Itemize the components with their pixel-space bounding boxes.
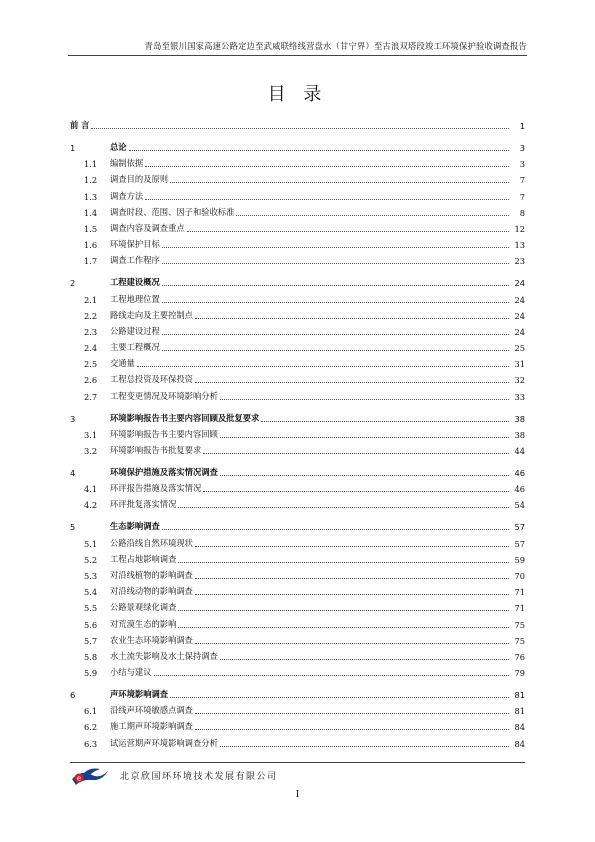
toc-entry-label: 小结与建议 (110, 667, 152, 678)
dot-leader (178, 627, 509, 628)
toc-entry-page: 59 (514, 554, 525, 565)
toc-section-row[interactable] (70, 234, 525, 250)
dot-leader (154, 675, 510, 676)
toc-entry-number: 3.2 (84, 446, 98, 456)
dot-leader (195, 382, 509, 383)
toc-section-row[interactable] (70, 440, 525, 456)
dot-leader (162, 350, 509, 351)
toc-entry-label: 声环境影响调查 (110, 689, 169, 700)
dot-leader (203, 453, 509, 454)
toc-entry-label: 农业生态环境影响调查 (110, 634, 193, 645)
dot-leader (178, 562, 509, 563)
toc-section-row[interactable] (70, 716, 525, 732)
toc-entry-page: 24 (514, 326, 525, 337)
toc-entry-label: 工程建设概况 (110, 277, 160, 288)
toc-section-row[interactable] (70, 630, 525, 646)
toc-entry-number: 1.4 (84, 207, 98, 218)
toc-entry-number: 2.5 (84, 359, 98, 370)
toc-section-row[interactable] (70, 732, 525, 748)
toc-entry-number: 2.4 (84, 343, 98, 354)
dot-leader (129, 150, 509, 151)
toc-entry-label: 主要工程概况 (110, 342, 160, 353)
toc-entry-label: 对沿线动物的影响调查 (110, 586, 193, 597)
toc-entry-label: 环评报告措施及落实情况 (110, 483, 202, 494)
toc-entry-label: 调查工作程序 (110, 255, 160, 266)
dot-leader (162, 334, 509, 335)
toc-section-row[interactable] (70, 288, 525, 304)
toc-entry-page: 23 (514, 256, 525, 267)
toc-section-row[interactable] (70, 202, 525, 218)
toc-entry-page: 8 (519, 207, 525, 218)
toc-section-row[interactable] (70, 337, 525, 353)
toc-entry-number: 5.8 (84, 651, 98, 662)
toc-entry-number: 5.6 (84, 619, 98, 630)
header-rule (68, 55, 527, 56)
toc-entry-label: 调查目的及原则 (110, 174, 169, 185)
toc-entry-number: 6.1 (84, 706, 98, 717)
toc-section-row[interactable] (70, 385, 525, 401)
page-number: I (295, 790, 300, 800)
dot-leader (178, 610, 509, 611)
toc-entry-label: 环境影响报告书批复要求 (110, 445, 202, 455)
toc-entry-label: 总论 (110, 142, 127, 152)
toc-entry-label: 沿线声环境敏感点调查 (110, 705, 193, 716)
toc-entry-number: 6 (70, 690, 76, 701)
toc-section-row[interactable] (70, 597, 525, 613)
toc-entry-label: 环境影响报告书主要内容回顾及批复要求 (110, 412, 260, 423)
toc-entry-number: 6.3 (84, 738, 98, 749)
dot-leader (203, 491, 509, 492)
toc-entry-number: 1.1 (84, 159, 98, 170)
toc-section-row[interactable] (70, 581, 525, 597)
dot-leader (137, 366, 509, 367)
toc-entry-number: 2.7 (84, 391, 98, 402)
toc-entry-page: 76 (514, 651, 525, 662)
toc-section-row[interactable] (70, 321, 525, 337)
toc-entry-page: 46 (514, 484, 525, 495)
toc-entry-number: 2.6 (84, 375, 98, 386)
toc-entry-page: 71 (514, 587, 525, 598)
toc-entry-page: 24 (514, 310, 525, 321)
toc-entry-label: 环境保护目标 (110, 239, 160, 250)
dot-leader (162, 263, 509, 264)
dot-leader (91, 128, 509, 129)
toc-entry-number: 4 (70, 468, 76, 478)
toc-section-row[interactable] (70, 185, 525, 201)
toc-entry-number: 3.1 (84, 429, 98, 440)
dot-leader (220, 746, 509, 747)
toc-entry-number: 1.5 (84, 223, 98, 234)
toc-entry-page: 57 (514, 522, 525, 533)
toc-entry-page: 71 (514, 603, 525, 614)
dot-leader (195, 729, 509, 730)
toc-title: 目 录 (267, 84, 328, 105)
toc-entry-label: 工程地理位置 (110, 293, 160, 304)
company-name: 北京欣国环环境技术发展有限公司 (120, 772, 278, 782)
toc-entry-label: 前 言 (70, 120, 90, 130)
toc-section-row[interactable] (70, 646, 525, 662)
toc-section-row[interactable] (70, 424, 525, 440)
toc-entry-label: 工程变更情况及环境影响分析 (110, 390, 218, 401)
toc-entry-label: 工程占地影响调查 (110, 553, 177, 564)
toc-section-row[interactable] (70, 549, 525, 565)
toc-entry-page: 44 (514, 446, 525, 456)
toc-entry-number: 2.3 (84, 326, 98, 337)
toc-section-row[interactable] (70, 532, 525, 548)
toc-entry-page: 84 (514, 722, 525, 733)
toc-entry-page: 7 (519, 191, 525, 202)
toc-entry-number: 1.7 (84, 256, 98, 267)
toc-entry-label: 交通量 (110, 358, 135, 369)
toc-entry-page: 84 (514, 738, 525, 749)
toc-section-row[interactable] (70, 613, 525, 629)
toc-chapter-row[interactable] (70, 402, 525, 424)
running-header (68, 40, 527, 54)
toc-entry-label: 调查方法 (110, 190, 144, 201)
toc-entry-label: 路线走向及主要控制点 (110, 309, 193, 320)
toc-entry-label: 调查时段、范围、因子和验收标准 (110, 206, 235, 217)
dot-leader (220, 659, 509, 660)
toc-chapter-row[interactable] (70, 131, 525, 153)
toc-entry-label: 公路建设过程 (110, 325, 160, 336)
toc-entry-page: 32 (514, 375, 525, 386)
footer (70, 763, 525, 787)
toc-entry-page: 54 (514, 500, 525, 511)
toc-entry-page: 75 (514, 635, 525, 646)
toc-section-row[interactable] (70, 250, 525, 266)
toc-entry-number: 5.4 (84, 587, 98, 598)
dot-leader (220, 437, 509, 438)
toc-entry-number: 3 (70, 413, 76, 424)
dot-leader (195, 578, 509, 579)
toc-entry-number: 5.1 (84, 538, 98, 549)
toc-entry-label: 公路景观绿化调查 (110, 602, 177, 613)
dot-leader (195, 713, 509, 714)
dot-leader (170, 697, 509, 698)
dot-leader (145, 199, 509, 200)
toc-entry-label: 试运营期声环境影响调查分析 (110, 737, 218, 748)
toc-entry-number: 2 (70, 278, 76, 289)
toc-entry-label: 工程总投资及环保投资 (110, 374, 193, 385)
toc-chapter-row[interactable] (70, 266, 525, 288)
toc-entry-label: 生态影响调查 (110, 521, 160, 532)
toc-entry-number: 5.9 (84, 668, 98, 679)
dot-leader (195, 318, 509, 319)
toc-section-row[interactable] (70, 565, 525, 581)
toc-entry-page: 81 (514, 690, 525, 701)
toc-entry-label: 对沿线植物的影响调查 (110, 569, 193, 580)
toc-section-row[interactable] (70, 169, 525, 185)
toc-entry-label: 公路沿线自然环境现状 (110, 537, 193, 548)
toc-entry-label: 施工期声环境影响调查 (110, 721, 193, 732)
toc-chapter-row[interactable] (70, 510, 525, 532)
dot-leader (187, 231, 509, 232)
dot-leader (195, 594, 509, 595)
toc-entry-page: 7 (519, 175, 525, 186)
dot-leader (220, 399, 509, 400)
toc-section-row[interactable] (70, 662, 525, 678)
svg-text:e: e (76, 774, 82, 783)
dot-leader (195, 643, 509, 644)
toc-entry-page: 79 (514, 668, 525, 679)
toc-section-row[interactable] (70, 153, 525, 169)
dot-leader (162, 302, 509, 303)
dot-leader (195, 546, 509, 547)
dot-leader (162, 529, 509, 530)
toc-entry-page: 13 (514, 240, 525, 251)
toc-entry-label: 对荒漠生态的影响 (110, 618, 177, 629)
toc-entry-number: 5.7 (84, 635, 98, 646)
toc-entry-page: 70 (514, 570, 525, 581)
toc-entry-label: 编制依据 (110, 158, 144, 169)
toc-entry-page: 57 (514, 538, 525, 549)
table-of-contents (70, 113, 525, 749)
toc-entry-label: 环境影响报告书主要内容回顾 (110, 428, 218, 439)
toc-entry-page: 24 (514, 294, 525, 305)
toc-entry-label: 水土流失影响及水土保持调查 (110, 650, 218, 661)
toc-entry-number: 6.2 (84, 722, 98, 733)
company-logo-icon (70, 765, 110, 787)
toc-entry-number: 5.3 (84, 570, 98, 581)
dot-leader (162, 247, 509, 248)
toc-entry-page: 33 (514, 391, 525, 402)
toc-entry-number: 1.6 (84, 240, 98, 251)
toc-chapter-row[interactable] (70, 113, 525, 131)
toc-entry-page: 38 (514, 429, 525, 440)
toc-entry-page: 3 (519, 143, 525, 153)
toc-chapter-row[interactable] (70, 678, 525, 700)
toc-entry-page: 1 (519, 121, 525, 131)
toc-entry-number: 1 (70, 143, 76, 153)
toc-entry-number: 2.2 (84, 310, 98, 321)
toc-chapter-row[interactable] (70, 456, 525, 478)
toc-entry-number: 1.2 (84, 175, 98, 186)
dot-leader (170, 182, 509, 183)
toc-entry-number: 5.5 (84, 603, 98, 614)
toc-entry-label: 环评批复落实情况 (110, 499, 177, 510)
toc-entry-page: 46 (514, 468, 525, 478)
toc-entry-page: 25 (514, 343, 525, 354)
toc-section-row[interactable] (70, 369, 525, 385)
toc-entry-number: 2.1 (84, 294, 98, 305)
dot-leader (261, 421, 509, 422)
toc-section-row[interactable] (70, 305, 525, 321)
toc-section-row[interactable] (70, 218, 525, 234)
toc-entry-page: 3 (519, 159, 525, 170)
toc-entry-page: 81 (514, 706, 525, 717)
toc-entry-label: 环境保护措施及落实情况调查 (110, 467, 218, 477)
dot-leader (162, 285, 509, 286)
toc-entry-number: 4.1 (84, 484, 98, 495)
toc-entry-page: 24 (514, 278, 525, 289)
toc-section-row[interactable] (70, 494, 525, 510)
dot-leader (145, 166, 509, 167)
toc-section-row[interactable] (70, 700, 525, 716)
toc-section-row[interactable] (70, 478, 525, 494)
toc-entry-page: 12 (514, 223, 525, 234)
dot-leader (220, 475, 509, 476)
toc-section-row[interactable] (70, 353, 525, 369)
toc-entry-page: 31 (514, 359, 525, 370)
toc-entry-number: 4.2 (84, 500, 98, 511)
toc-entry-number: 5 (70, 522, 76, 533)
dot-leader (178, 507, 509, 508)
toc-entry-number: 1.3 (84, 191, 98, 202)
toc-entry-page: 75 (514, 619, 525, 630)
report-title: 青岛至银川国家高速公路定边至武威联络线营盘水（甘宁界）至古浪双塔段竣工环境保护验收调查报告 (144, 41, 527, 51)
dot-leader (236, 215, 509, 216)
toc-entry-label: 调查内容及调查重点 (110, 222, 185, 233)
toc-entry-number: 5.2 (84, 554, 98, 565)
toc-entry-page: 38 (514, 413, 525, 424)
